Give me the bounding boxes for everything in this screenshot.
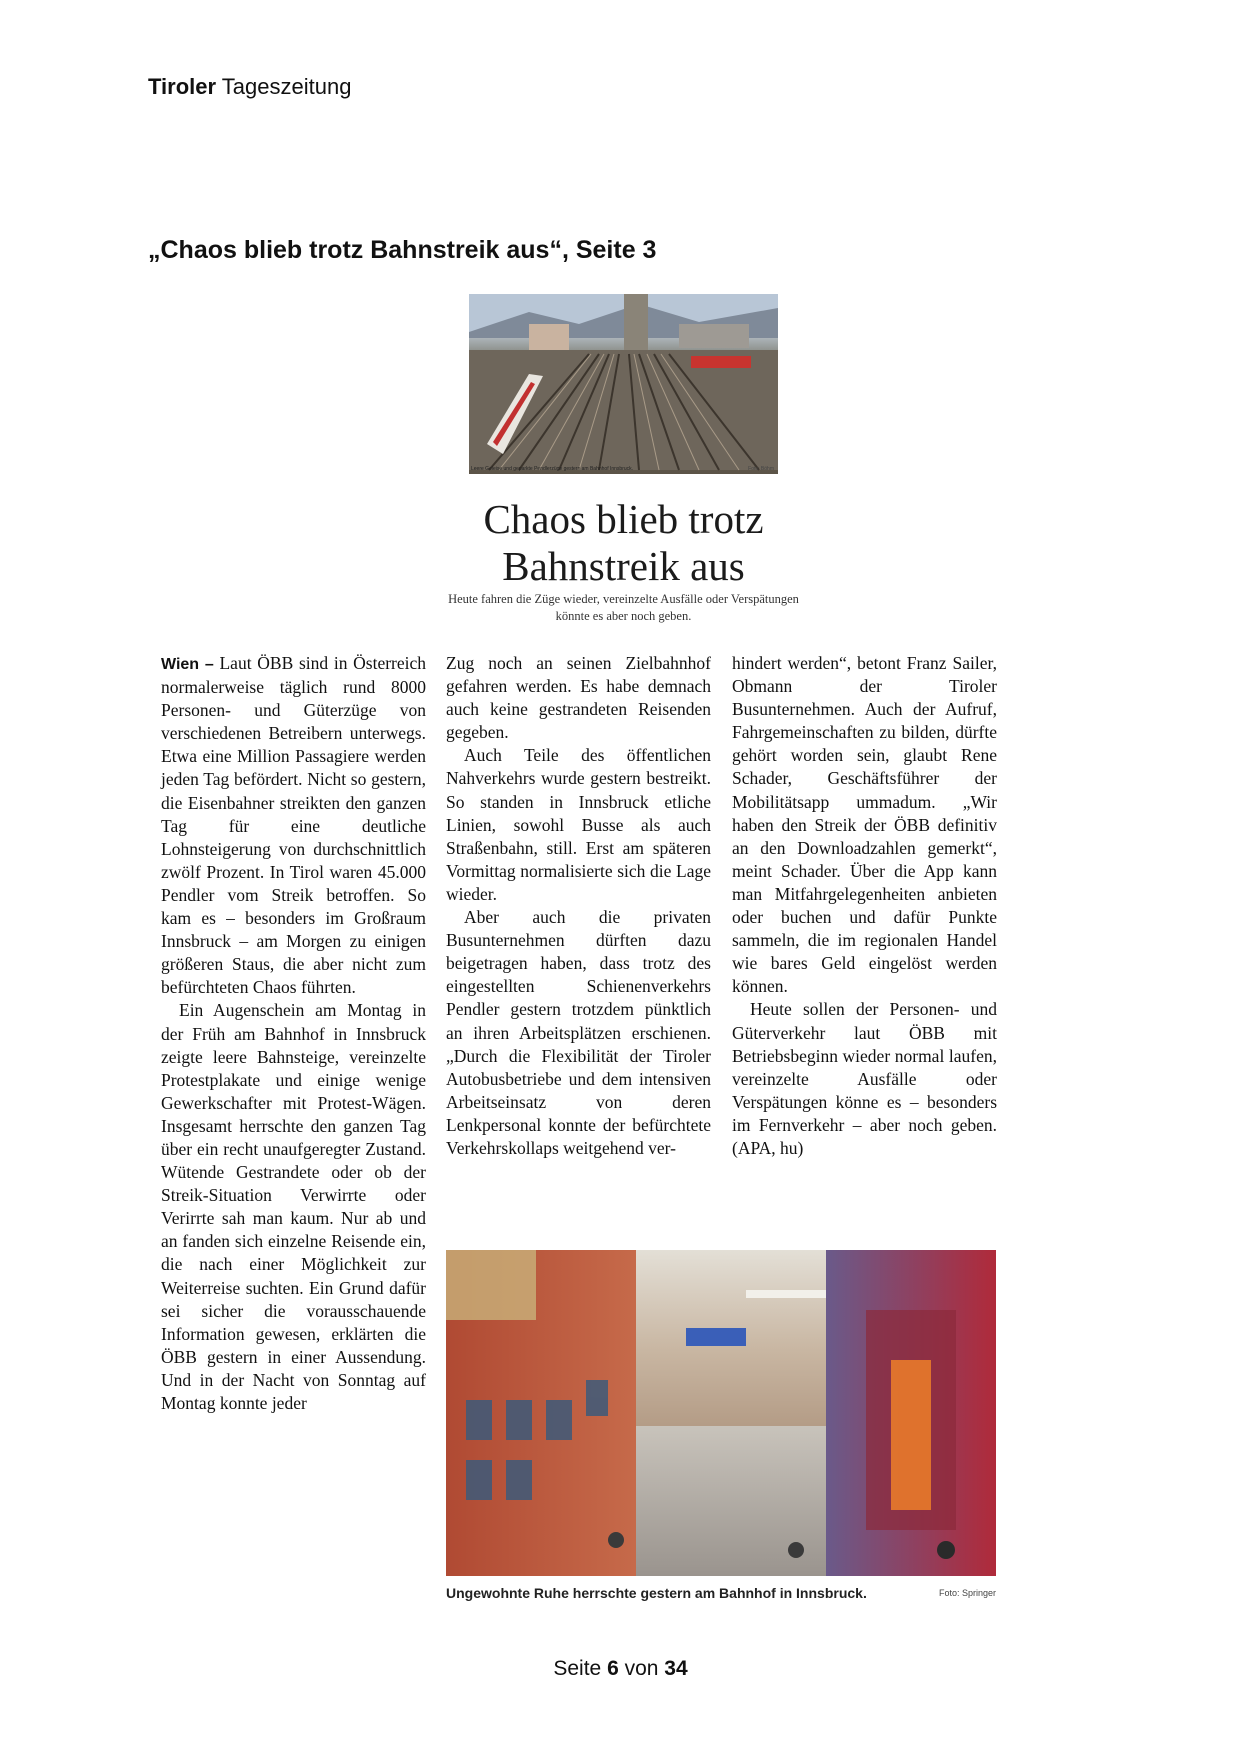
article-reference-title: „Chaos blieb trotz Bahnstreik aus“, Seite 3 [148, 236, 657, 264]
article-paragraph-1 [161, 652, 426, 999]
publication-header [148, 74, 351, 100]
article-headline: Chaos blieb trotz Bahnstreik aus [483, 496, 764, 589]
article-subline: Heute fahren die Züge wieder, vereinzelte Ausfälle oder Verspätungen könnte es aber noch geben. [448, 592, 799, 623]
article-paragraph-6: hindert werden“, betont Franz Sailer, Obmann der Tiroler Busunternehmen. Auch der Aufruf, Fahrgemeinschaften zu bilden, dürfte gehört worden sein, glaubt Rene Schader, Geschäftsführer der Mobilitätsapp ummadum. „Wir haben den Streik der ÖBB definitiv an den Downloadzahlen gemerkt“, meint Schader. Über die App kann man Mitfahrgelegenheiten anbieten oder buchen und dafür Punkte sammeln, die im regionalen Handel wie bares Geld eingelöst werden können. [732, 653, 997, 997]
top-photo-credit: Foto: Böhm [748, 466, 774, 472]
footer-total-pages: 34 [664, 1657, 688, 1680]
article-paragraph-2: Ein Augenschein am Montag in der Früh am Bahnhof in Innsbruck zeigte leere Bahnsteige, vereinzelte Protestplakate und einige wenige Gewerkschafter mit Protest-Wägen. Insgesamt herrschte den ganzen Tag über ein recht unaufgeregter Zustand. Wütende Gestrandete oder ob der Streik-Situation Verwirrte oder Verirrte sah man kaum. Nur ab und an fanden sich einzelne Reisende ein, die nach einer Möglichkeit zur Weiterreise suchten. Ein Grund dafür sei sicher die vorausschauende Information gewesen, erklärten die ÖBB gestern in einer Aussendung. Und in der Nacht von Sonntag auf Montag konnte jeder [161, 1000, 426, 1413]
footer-page-number: 6 [607, 1657, 619, 1680]
bottom-photo-credit: Foto: Springer [938, 1588, 996, 1598]
bottom-photo-caption-row [446, 1585, 996, 1601]
cut-off-text-line [480, 615, 920, 621]
article-column-3 [732, 652, 997, 1160]
article-paragraph-3: Zug noch an seinen Zielbahnhof gefahren werden. Es habe demnach auch keine gestrandeten Reisenden gegeben. [446, 653, 711, 743]
bottom-photo-caption: Ungewohnte Ruhe herrschte gestern am Bahnhof in Innsbruck. [446, 1585, 867, 1601]
article-column-1 [161, 652, 426, 1415]
page-footer [0, 1657, 1241, 1681]
dateline: Wien – [161, 656, 214, 673]
top-photo-caption: Leere Geleise und geparkte Pendlerzüge gestern am Bahnhof Innsbruck. [471, 466, 634, 472]
article-paragraph-5: Aber auch die privaten Busunternehmen dürften dazu beigetragen haben, dass trotz des eingestellten Schienenverkehrs Pendler gestern trotzdem pünktlich an ihren Arbeitsplätzen erschienen. „Durch die Flexibilität der Tiroler Autobusbetriebe und dem intensiven Arbeitseinsatz von deren Lenkpersonal konnte der befürchtete Verkehrskollaps weitgehend ver- [446, 907, 711, 1158]
top-photo-rail-yard [469, 294, 778, 474]
footer-middle: von [618, 1657, 665, 1680]
station-hall-illustration [446, 1250, 996, 1576]
article-paragraph-7: Heute sollen der Personen- und Güterverkehr laut ÖBB mit Betriebsbeginn wieder normal laufen, vereinzelte Ausfälle oder Verspätungen könne es – besonders im Fernverkehr – aber noch geben. (APA, hu) [732, 999, 997, 1158]
article-paragraph-4: Auch Teile des öffentlichen Nahverkehrs wurde gestern bestreikt. So standen in Innsbruck etliche Linien, sowohl Busse als auch Straßenbahn, still. Erst am späteren Vormittag normalisierte sich die Lage wieder. [446, 745, 711, 904]
article-column-2 [446, 652, 711, 1160]
publication-name-rest: Tageszeitung [216, 74, 352, 99]
footer-prefix: Seite [553, 1657, 608, 1680]
rail-yard-illustration [469, 294, 778, 474]
paragraph-1-text: Laut ÖBB sind in Österreich normalerweise täglich rund 8000 Personen- und Güterzüge von verschiedenen Betreibern unterwegs. Etwa eine Million Passagiere werden jeden Tag befördert. Nicht so gestern, die Eisenbahner streikten den ganzen Tag für eine deutliche Lohnsteigerung von durchschnittlich zwölf Prozent. In Tirol waren 45.000 Pendler vom Streik betroffen. So kam es – besonders im Großraum Innsbruck – am Morgen zu einigen größeren Staus, die aber nicht zum befürchteten Chaos führten. [161, 653, 427, 998]
publication-name-bold: Tiroler [148, 74, 217, 99]
bottom-photo-station-hall [446, 1250, 996, 1576]
